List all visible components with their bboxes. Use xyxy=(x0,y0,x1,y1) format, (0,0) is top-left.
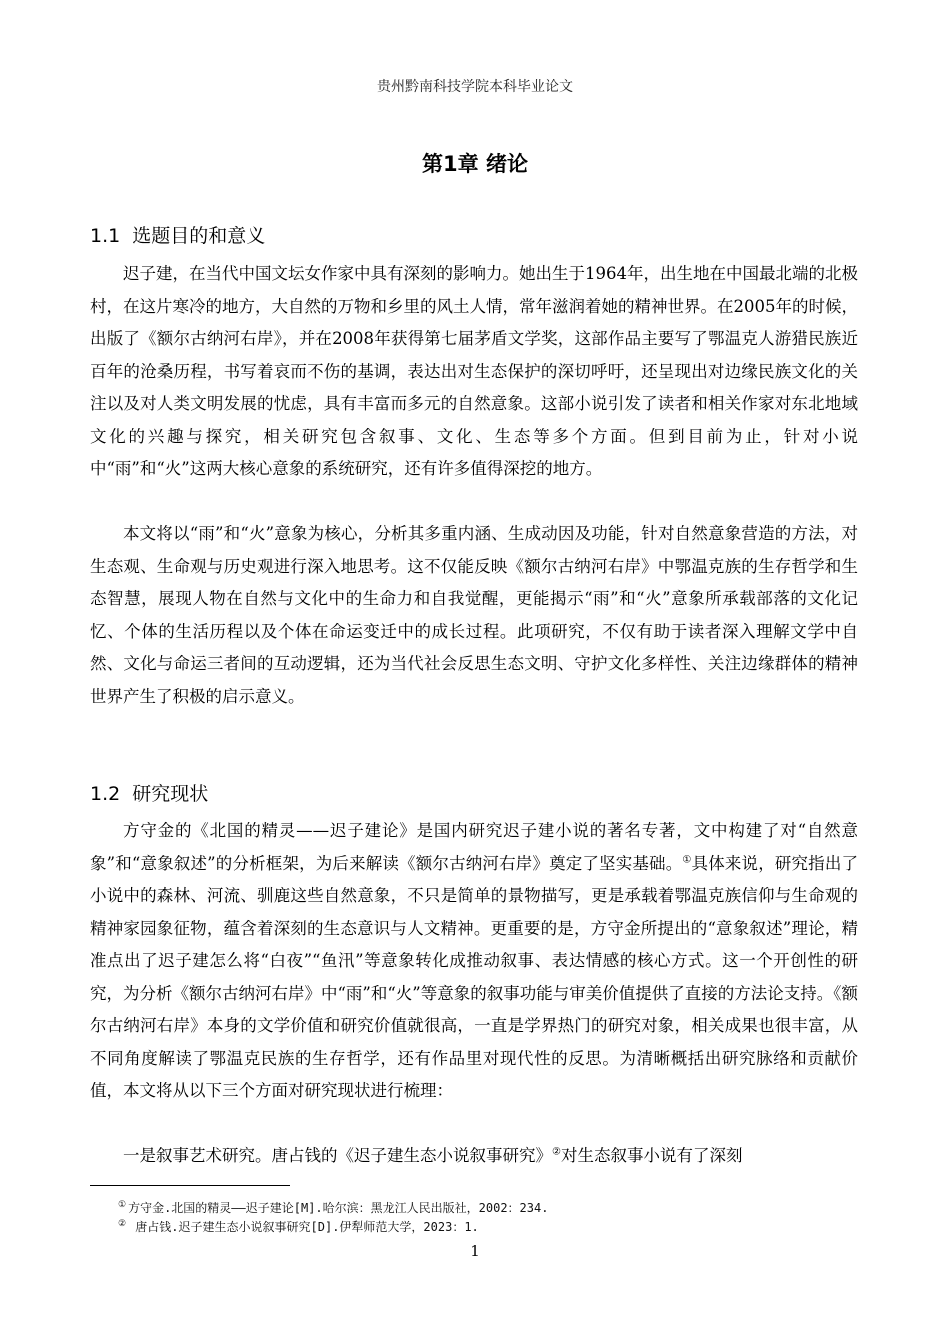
paragraph: 本文将以“雨”和“火”意象为核心，分析其多重内涵、生成动因及功能，针对自然意象营造的方法，对生态观、生命观与历史观进行深入地思考。这不仅能反映《额尔古纳河右岸》中鄂温克族的生存哲学和生态智慧，展现人物在自然与文化中的生命力和自我觉醒，更能揭示“雨”和“火”意象所承载部落的文化记忆、个体的生活历程以及个体在命运变迁中的成长过程。此项研究，不仅有助于读者深入理解文学中自然、文化与命运三者间的互动逻辑，还为当代社会反思生态文明、守护文化多样性、关注边缘群体的精神世界产生了积极的启示意义。 xyxy=(90,524,858,706)
footnote-mark: ② xyxy=(118,1219,127,1229)
footnote-separator xyxy=(90,1185,290,1186)
section-heading-1-1 xyxy=(90,221,265,248)
page-number: 1 xyxy=(470,1242,480,1260)
section-heading-1-2 xyxy=(90,779,208,806)
paragraph-text: 对生态叙事小说有了深刻 xyxy=(560,1146,743,1165)
section-title: 研究现状 xyxy=(132,783,209,805)
paragraph-text: 方守金的《北国的精灵——迟子建论》是国内研究迟子建小说的著名专著，文中构建了对“自然意象”和“意象叙述”的分析框架，为后来解读《额尔古纳河右岸》奠定了坚实基础。 xyxy=(90,821,858,873)
chapter-title: 第1章 绪论 xyxy=(422,152,528,176)
paragraph xyxy=(90,1140,858,1173)
section-number: 1.1 xyxy=(90,225,121,247)
section-number: 1.2 xyxy=(90,783,121,805)
paragraph xyxy=(90,815,858,1108)
footnote-ref[interactable]: ② xyxy=(552,1146,561,1158)
footnote-mark: ① xyxy=(118,1200,127,1210)
section-title: 选题目的和意义 xyxy=(132,225,266,247)
footnote-text: 方守金.北国的精灵——迟子建论[M].哈尔滨：黑龙江人民出版社，2002：234. xyxy=(128,1201,549,1215)
paragraph: 迟子建，在当代中国文坛女作家中具有深刻的影响力。她出生于1964年，出生地在中国最北端的北极村，在这片寒冷的地方，大自然的万物和乡里的风土人情，常年滋润着她的精神世界。在2005年的时候，出版了《额尔古纳河右岸》，并在2008年获得第七届茅盾文学奖，这部作品主要写了鄂温克人游猎民族近百年的沧桑历程，书写着哀而不伤的基调，表达出对生态保护的深切呼吁，还呈现出对边缘民族文化的关注以及对人类文明发展的忧虑，具有丰富而多元的自然意象。这部小说引发了读者和相关作家对东北地域文化的兴趣与探究，相关研究包含叙事、文化、生态等多个方面。但到目前为止，针对小说中“雨”和“火”这两大核心意象的系统研究，还有许多值得深挖的地方。 xyxy=(90,264,858,478)
running-header: 贵州黔南科技学院本科毕业论文 xyxy=(377,79,573,95)
paragraph-text: 一是叙事艺术研究。唐占钱的《迟子建生态小说叙事研究》 xyxy=(123,1146,552,1165)
footnote-text: 唐占钱.迟子建生态小说叙事研究[D].伊犁师范大学，2023：1. xyxy=(128,1220,479,1234)
footnote xyxy=(118,1199,548,1216)
footnote xyxy=(118,1218,479,1235)
footnote-ref[interactable]: ① xyxy=(682,854,692,865)
paragraph-text: 具体来说，研究指出了小说中的森林、河流、驯鹿这些自然意象，不只是简单的景物描写，更是承载着鄂温克族信仰与生命观的精神家园象征物，蕴含着深刻的生态意识与人文精神。更重要的是，方守金所提出的“意象叙述”理论，精准点出了迟子建怎么将“白夜”“鱼汛”等意象转化成推动叙事、表达情感的核心方式。这一个开创性的研究，为分析《额尔古纳河右岸》中“雨”和“火”等意象的叙事功能与审美价值提供了直接的方法论支持。《额尔古纳河右岸》本身的文学价值和研究价值就很高，一直是学界热门的研究对象，相关成果也很丰富，从不同角度解读了鄂温克民族的生存哲学，还有作品里对现代性的反思。为清晰概括出研究脉络和贡献价值，本文将从以下三个方面对研究现状进行梳理： xyxy=(90,853,859,1100)
